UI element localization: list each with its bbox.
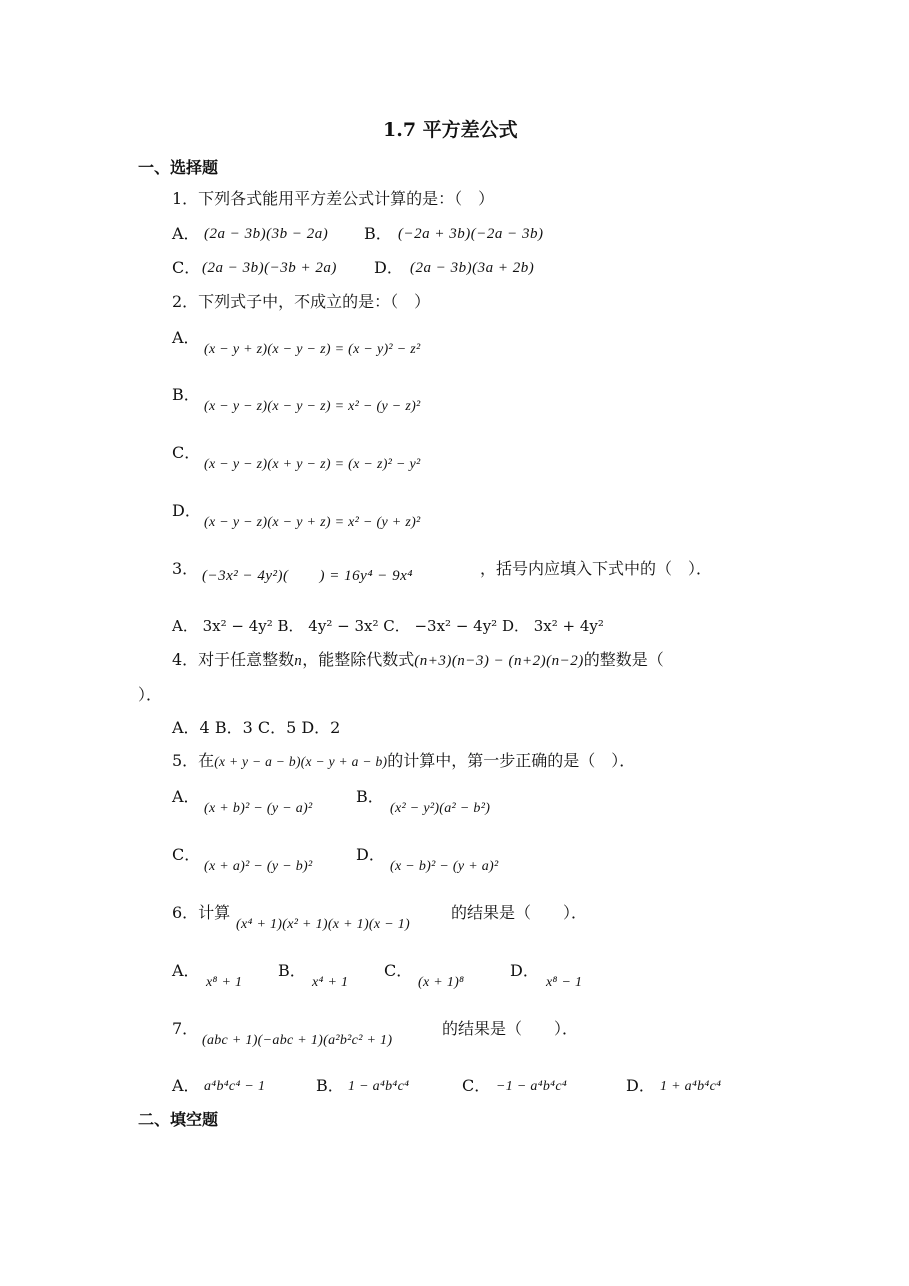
- q4-expr: (n+3)(n−3) − (n+2)(n−2): [414, 653, 584, 669]
- q6-b-expr: x⁴ + 1: [312, 975, 349, 990]
- q1-stem: 1．下列各式能用平方差公式计算的是：（ ）: [172, 189, 495, 208]
- q6-a-label: A．: [172, 961, 200, 980]
- q6-b-label: B．: [278, 961, 306, 980]
- q7-b-label: B．: [316, 1076, 344, 1095]
- q5-stem-a: 5．在: [172, 751, 215, 770]
- q4-var-n: n: [294, 653, 303, 669]
- q6-stem-b: 的结果是（ ）．: [451, 903, 588, 922]
- q5-a-expr: (x + b)² − (y − a)²: [204, 801, 313, 816]
- q2-c-label: C．: [172, 443, 201, 462]
- q6-d-label: D．: [510, 961, 539, 980]
- q4-stem-a: 4．对于任意整数: [172, 650, 295, 669]
- q7-number: 7．: [172, 1019, 199, 1038]
- section-heading-choice: 一、选择题: [138, 158, 219, 177]
- q3-expr: (−3x² − 4y²)( ) = 16y⁴ − 9x⁴: [202, 568, 414, 584]
- q1-c-expr: (2a − 3b)(−3b + 2a): [202, 260, 337, 276]
- q6-d-expr: x⁸ − 1: [546, 975, 583, 990]
- q1-d-expr: (2a − 3b)(3a + 2b): [410, 260, 535, 276]
- q2-b-label: B．: [172, 385, 200, 404]
- q5-stem-b: 的计算中，第一步正确的是（ ）．: [387, 751, 636, 770]
- q3-options: A． 3x² − 4y² B． 4y² − 3x² C． −3x² − 4y² D． 3x² + 4y²: [172, 617, 604, 635]
- q7-expr: (abc + 1)(−abc + 1)(a²b²c² + 1): [202, 1033, 393, 1048]
- q2-a-label: A．: [172, 328, 200, 347]
- q2-b-expr: (x − y − z)(x − y − z) = x² − (y − z)²: [204, 399, 421, 414]
- q5-d-expr: (x − b)² − (y + a)²: [390, 859, 499, 874]
- section-heading-fill: 二、填空题: [138, 1110, 219, 1129]
- q7-c-expr: −1 − a⁴b⁴c⁴: [496, 1079, 568, 1094]
- q2-c-expr: (x − y − z)(x + y − z) = (x − z)² − y²: [204, 457, 421, 472]
- q7-c-label: C．: [462, 1076, 491, 1095]
- q7-d-label: D．: [626, 1076, 655, 1095]
- q1-b-label: B．: [364, 224, 392, 243]
- q5-c-expr: (x + a)² − (y − b)²: [204, 859, 313, 874]
- q2-stem: 2．下列式子中，不成立的是：（ ）: [172, 292, 431, 311]
- q6-a-expr: x⁸ + 1: [206, 975, 243, 990]
- q7-a-label: A．: [172, 1076, 200, 1095]
- q3-stem: ，括号内应填入下式中的（ ）．: [480, 559, 713, 578]
- q4-stem-wrap: ）．: [138, 685, 163, 704]
- q7-d-expr: 1 + a⁴b⁴c⁴: [660, 1079, 722, 1094]
- q7-b-expr: 1 − a⁴b⁴c⁴: [348, 1079, 410, 1094]
- q1-c-label: C．: [172, 258, 201, 277]
- q1-d-label: D．: [374, 258, 403, 277]
- q7-stem: 的结果是（ ）．: [442, 1019, 579, 1038]
- q3-number: 3．: [172, 559, 199, 578]
- q2-d-expr: (x − y − z)(x − y + z) = x² − (y + z)²: [204, 515, 421, 530]
- q5-c-label: C．: [172, 845, 201, 864]
- q5-a-label: A．: [172, 787, 200, 806]
- q4-stem-line: [172, 650, 664, 671]
- q5-b-expr: (x² − y²)(a² − b²): [390, 801, 491, 816]
- q1-a-expr: (2a − 3b)(3b − 2a): [204, 226, 329, 242]
- q5-d-label: D．: [356, 845, 385, 864]
- q4-stem-c: 的整数是（: [583, 650, 664, 669]
- q6-expr: (x⁴ + 1)(x² + 1)(x + 1)(x − 1): [236, 917, 411, 932]
- q5-expr: (x + y − a − b)(x − y + a − b): [214, 754, 388, 769]
- page-title: 1.7 平方差公式: [383, 119, 518, 141]
- q6-c-expr: (x + 1)⁸: [418, 975, 465, 990]
- q2-a-expr: (x − y + z)(x − y − z) = (x − y)² − z²: [204, 342, 421, 357]
- q1-a-label: A．: [172, 224, 200, 243]
- q4-options: A．4 B．3 C．5 D．2: [172, 718, 341, 737]
- q5-b-label: B．: [356, 787, 384, 806]
- q5-stem-line: [172, 751, 635, 772]
- q4-stem-b: ，能整除代数式: [302, 650, 415, 669]
- q6-c-label: C．: [384, 961, 413, 980]
- q1-b-expr: (−2a + 3b)(−2a − 3b): [398, 226, 544, 242]
- q2-d-label: D．: [172, 501, 201, 520]
- q7-a-expr: a⁴b⁴c⁴ − 1: [204, 1079, 266, 1094]
- q6-stem-a: 6．计算: [172, 903, 231, 922]
